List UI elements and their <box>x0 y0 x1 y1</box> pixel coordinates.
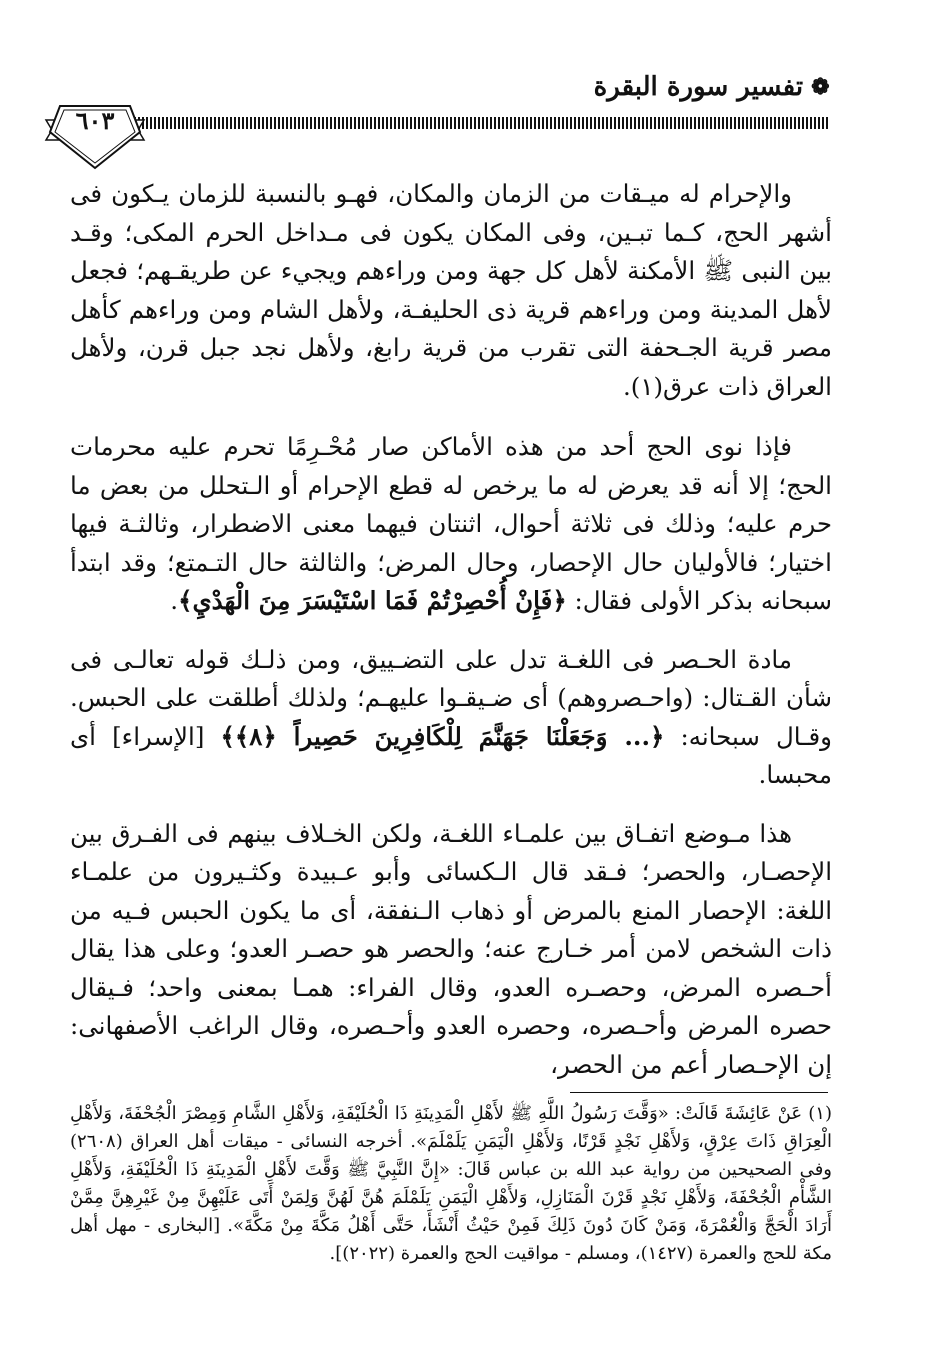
ornament-icon: ❁ <box>811 74 830 100</box>
quran-verse: ﴿فَإِنْ أُحْصِرْتُمْ فَمَا اسْتَيْسَرَ مِنَ الْهَدْيِ﴾ <box>178 586 567 615</box>
footnote: (١) عَنْ عَائِشَةَ قَالَتْ: «وَقَّتَ رَسُولُ اللَّهِ ﷺ لأَهْلِ الْمَدِينَةِ ذَا الْحُلَيْفَةِ، وَلأَهْلِ الشَّامِ وَمِصْرَ الْجُحْفَةَ، وَلأَهْلِ الْعِرَاقِ ذَاتَ عِرْقٍ، وَلأَهْلِ نَجْدٍ قَرْنًا، وَلأَهْلِ الْيَمَنِ يَلَمْلَمَ». أخرجه النسائى - ميقات أهل العراق (٢٦٠٨) وفى الصحيحين من رواية عبد الله بن عباس قَالَ: «إِنَّ النَّبِيَّ ﷺ وَقَّتَ لأَهْلِ الْمَدِينَةِ ذَا الْحُلَيْفَةِ، وَلأَهْلِ الشَّأْمِ الْجُحْفَةَ، وَلأَهْلِ نَجْدٍ قَرْنَ الْمَنَازِلِ، وَلأَهْلِ الْيَمَنِ يَلَمْلَمَ هُنَّ لَهُنَّ وَلِمَنْ أَتَى عَلَيْهِنَّ مِنْ غَيْرِهِنَّ مِمَّنْ أَرَادَ الْحَجَّ وَالْعُمْرَةَ، وَمَنْ كَانَ دُونَ ذَلِكَ فَمِنْ حَيْثُ أَنْشَأَ، حَتَّى أَهْلُ مَكَّةَ مِنْ مَكَّةَ». [البخارى - مهل أهل مكة للحج والعمرة (١٤٢٧)، ومسلم - مواقيت الحج والعمرة (٢٠٢٢)]. <box>70 1103 832 1264</box>
paragraph: هذا مـوضع اتفـاق بين علمـاء اللغـة، ولكن الخـلاف بينهم فى الفـرق بين الإحصـار، والحصر؛ فـقد قال الـكسائى وأبو عـبيدة وكثـيرون من علمـاء اللغة: الإحصار المنع بالمرض أو ذهاب الـنفقة، أى ما يكون الحبس فـيه من ذات الشخص لامن أمر خـارج عنه؛ والحصر هو حصـر العدو؛ وعلى هذا يقال أحـصره المرض، وحصـره العدو، وقال الفراء: همـا بمعنى واحد؛ فـيقال حصره المرض وأحـصره، وحصره العدو وأحـصره، وقال الراغب الأصفهانى: إن الإحـصار أعم من الحصر، <box>70 818 832 1079</box>
page-number-badge <box>40 92 150 172</box>
verse-reference: [الإسراء] أى محبسا. <box>70 721 832 789</box>
running-title <box>594 72 830 102</box>
paragraph: والإحرام له ميـقات من الزمان والمكان، فهـو بالنسبة للزمان يـكون فى أشهر الحج، كـما تبـين، وفى المكان يكون فى مـداخل الحرم المكى؛ وقـد بين النبى ﷺ الأمكنة لأهل كل جهة ومن وراءهم ويجيء عن طريقـهم؛ فجعل لأهل المدينة ومن وراءهم قرية ذى الحليفـة، ولأهل الشام ومن وراءهم كأهل مصر قرية الجـحفة التى تقرب من قرية رابغ، ولأهل نجد جبل قرن، ولأهل العراق ذات عرق(١). <box>70 179 832 401</box>
main-text <box>70 175 832 1104</box>
footnote-divider <box>570 1092 828 1093</box>
paragraph <box>70 428 832 621</box>
verse-end: . <box>170 586 179 615</box>
header-rule <box>110 117 830 129</box>
book-title: تفسير سورة البقرة <box>593 72 804 102</box>
paragraph <box>70 641 832 795</box>
paragraph-text: مادة الحـصر فى اللغـة تدل على التضـييق، ومن ذلـك قوله تعالـى فى شأن القـتال: (واحـصروهم) أى ضـيقـوا عليهـم؛ ولذلك أطلقت على الحبس. وقـال سبحانه: <box>70 644 832 751</box>
page-number: ٦٠٣ <box>75 106 115 135</box>
page-header <box>40 52 830 162</box>
quran-verse: ﴿... وَجَعَلْنَا جَهَنَّمَ لِلْكَافِرِينَ حَصِيراً ﴿٨﴾﴾ <box>220 721 665 751</box>
paragraph-text: فإذا نوى الحج أحد من هذه الأماكن صار مُحْـرِمًا تحرم عليه محرمات الحج؛ إلا أنه قد يعرض له ما يرخص له قطع الإحرام أو الـتحلل من بعض ما حرم عليه؛ وذلك فى ثلاثة أحوال، اثنتان فيهما معنى الاضطرار، وثالثـة فيها اختيار؛ فالأوليان حال الإحصار، وحال المرض؛ والثالثة حال التـمتع؛ وقد ابتدأ سبحانه بذكر الأولى فقال: <box>70 432 832 615</box>
